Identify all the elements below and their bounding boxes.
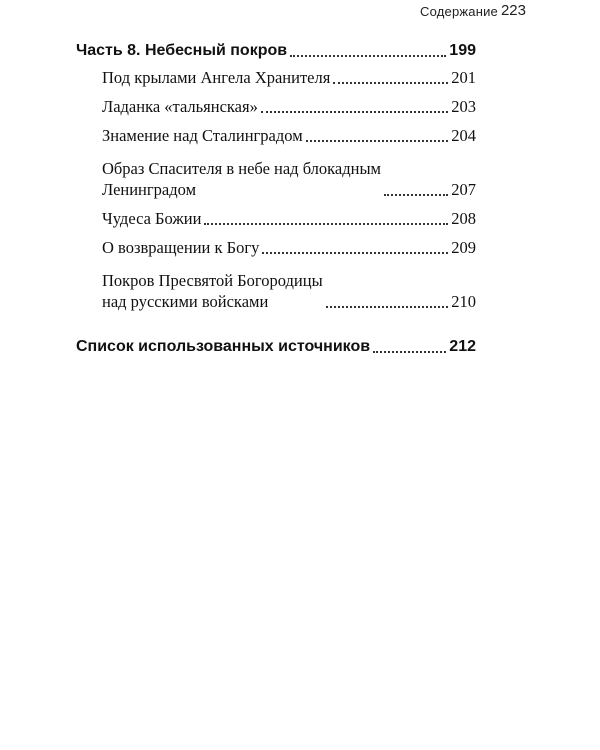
dot-leader xyxy=(262,240,448,254)
toc-entry xyxy=(76,67,476,88)
toc-title: Покров Пресвятой Богородицы над русскими войсками xyxy=(102,271,323,311)
page-number: 223 xyxy=(500,2,526,19)
toc-title: Под крылами Ангела Хранителя xyxy=(102,68,331,87)
toc-entry xyxy=(76,270,476,312)
toc-entry xyxy=(76,125,476,146)
toc-entry xyxy=(76,96,476,117)
toc-page-number: 210 xyxy=(451,292,476,311)
dot-leader xyxy=(326,294,449,308)
toc-page-number: 203 xyxy=(451,97,476,116)
dot-leader xyxy=(373,339,446,353)
toc-title: О возвращении к Богу xyxy=(102,238,260,257)
table-of-contents xyxy=(76,40,476,357)
toc-title: Список использованных источников xyxy=(76,338,371,355)
toc-page-number: 207 xyxy=(451,180,476,199)
dot-leader xyxy=(261,99,448,113)
dot-leader xyxy=(204,211,448,225)
toc-page-number: 199 xyxy=(449,42,476,59)
toc-entry xyxy=(76,208,476,229)
toc-entry-sources xyxy=(76,336,476,357)
toc-entry-part-8 xyxy=(76,40,476,61)
toc-page-number: 204 xyxy=(451,126,476,145)
running-head: Содержание xyxy=(420,4,498,19)
toc-title: Чудеса Божии xyxy=(102,209,202,228)
toc-entry xyxy=(76,237,476,258)
toc-title: Образ Спасителя в небе над блокадным Ленинградом xyxy=(102,159,382,199)
toc-page-number: 212 xyxy=(449,338,476,355)
dot-leader xyxy=(290,43,446,57)
dot-leader xyxy=(384,182,448,196)
toc-page-number: 208 xyxy=(451,209,476,228)
dot-leader xyxy=(306,128,449,142)
toc-title: Знамение над Сталинградом xyxy=(102,126,303,145)
toc-page-number: 201 xyxy=(451,68,476,87)
toc-entry xyxy=(76,158,476,200)
toc-title: Часть 8. Небесный покров xyxy=(76,42,288,59)
toc-page-number: 209 xyxy=(451,238,476,257)
dot-leader xyxy=(333,70,448,84)
toc-title: Ладанка «тальянская» xyxy=(102,97,258,116)
